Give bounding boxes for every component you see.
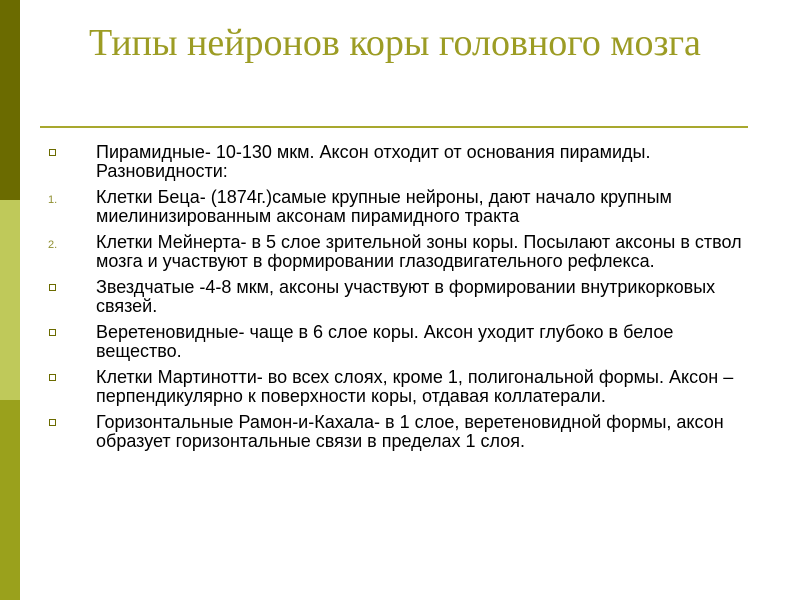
side-accent-bar-bottom xyxy=(0,400,20,600)
list-number: 2. xyxy=(48,239,58,251)
list-item xyxy=(48,143,760,181)
list-item-text: Клетки Мартинотти- во всех слоях, кроме 1, полигональной формы. Аксон –перпендикулярно к поверхности коры, отдавая коллатерали. xyxy=(96,367,734,406)
side-accent-bar-middle xyxy=(0,200,20,400)
list-number: 1. xyxy=(48,194,58,206)
list-item-text: Звездчатые -4-8 мкм, аксоны участвуют в формировании внутрикорковых связей. xyxy=(96,277,716,316)
list-item xyxy=(48,368,760,406)
list-item-text: Веретеновидные- чаще в 6 слое коры. Аксон уходит глубоко в белое вещество. xyxy=(96,322,674,361)
bullet-list xyxy=(48,143,760,458)
list-item-text: Горизонтальные Рамон-и-Кахала- в 1 слое, веретеновидной формы, аксон образует горизонтальные связи в пределах 1 слоя. xyxy=(96,412,724,451)
slide-title: Типы нейронов коры головного мозга xyxy=(89,22,701,64)
list-item-text: Пирамидные- 10-130 мкм. Аксон отходит от основания пирамиды. Разновидности: xyxy=(96,142,651,181)
list-item-text: Клетки Мейнерта- в 5 слое зрительной зоны коры. Посылают аксоны в ствол мозга и участвуют в формировании глазодвигательного рефлекса. xyxy=(96,232,742,271)
title-divider xyxy=(40,126,748,128)
list-item xyxy=(48,323,760,361)
list-item xyxy=(48,413,760,451)
list-item xyxy=(48,233,760,271)
list-item xyxy=(48,278,760,316)
list-item-text: Клетки Беца- (1874г.)самые крупные нейроны, дают начало крупным миелинизированным аксонам пирамидного тракта xyxy=(96,187,672,226)
list-item xyxy=(48,188,760,226)
side-accent-bar-top xyxy=(0,0,20,200)
